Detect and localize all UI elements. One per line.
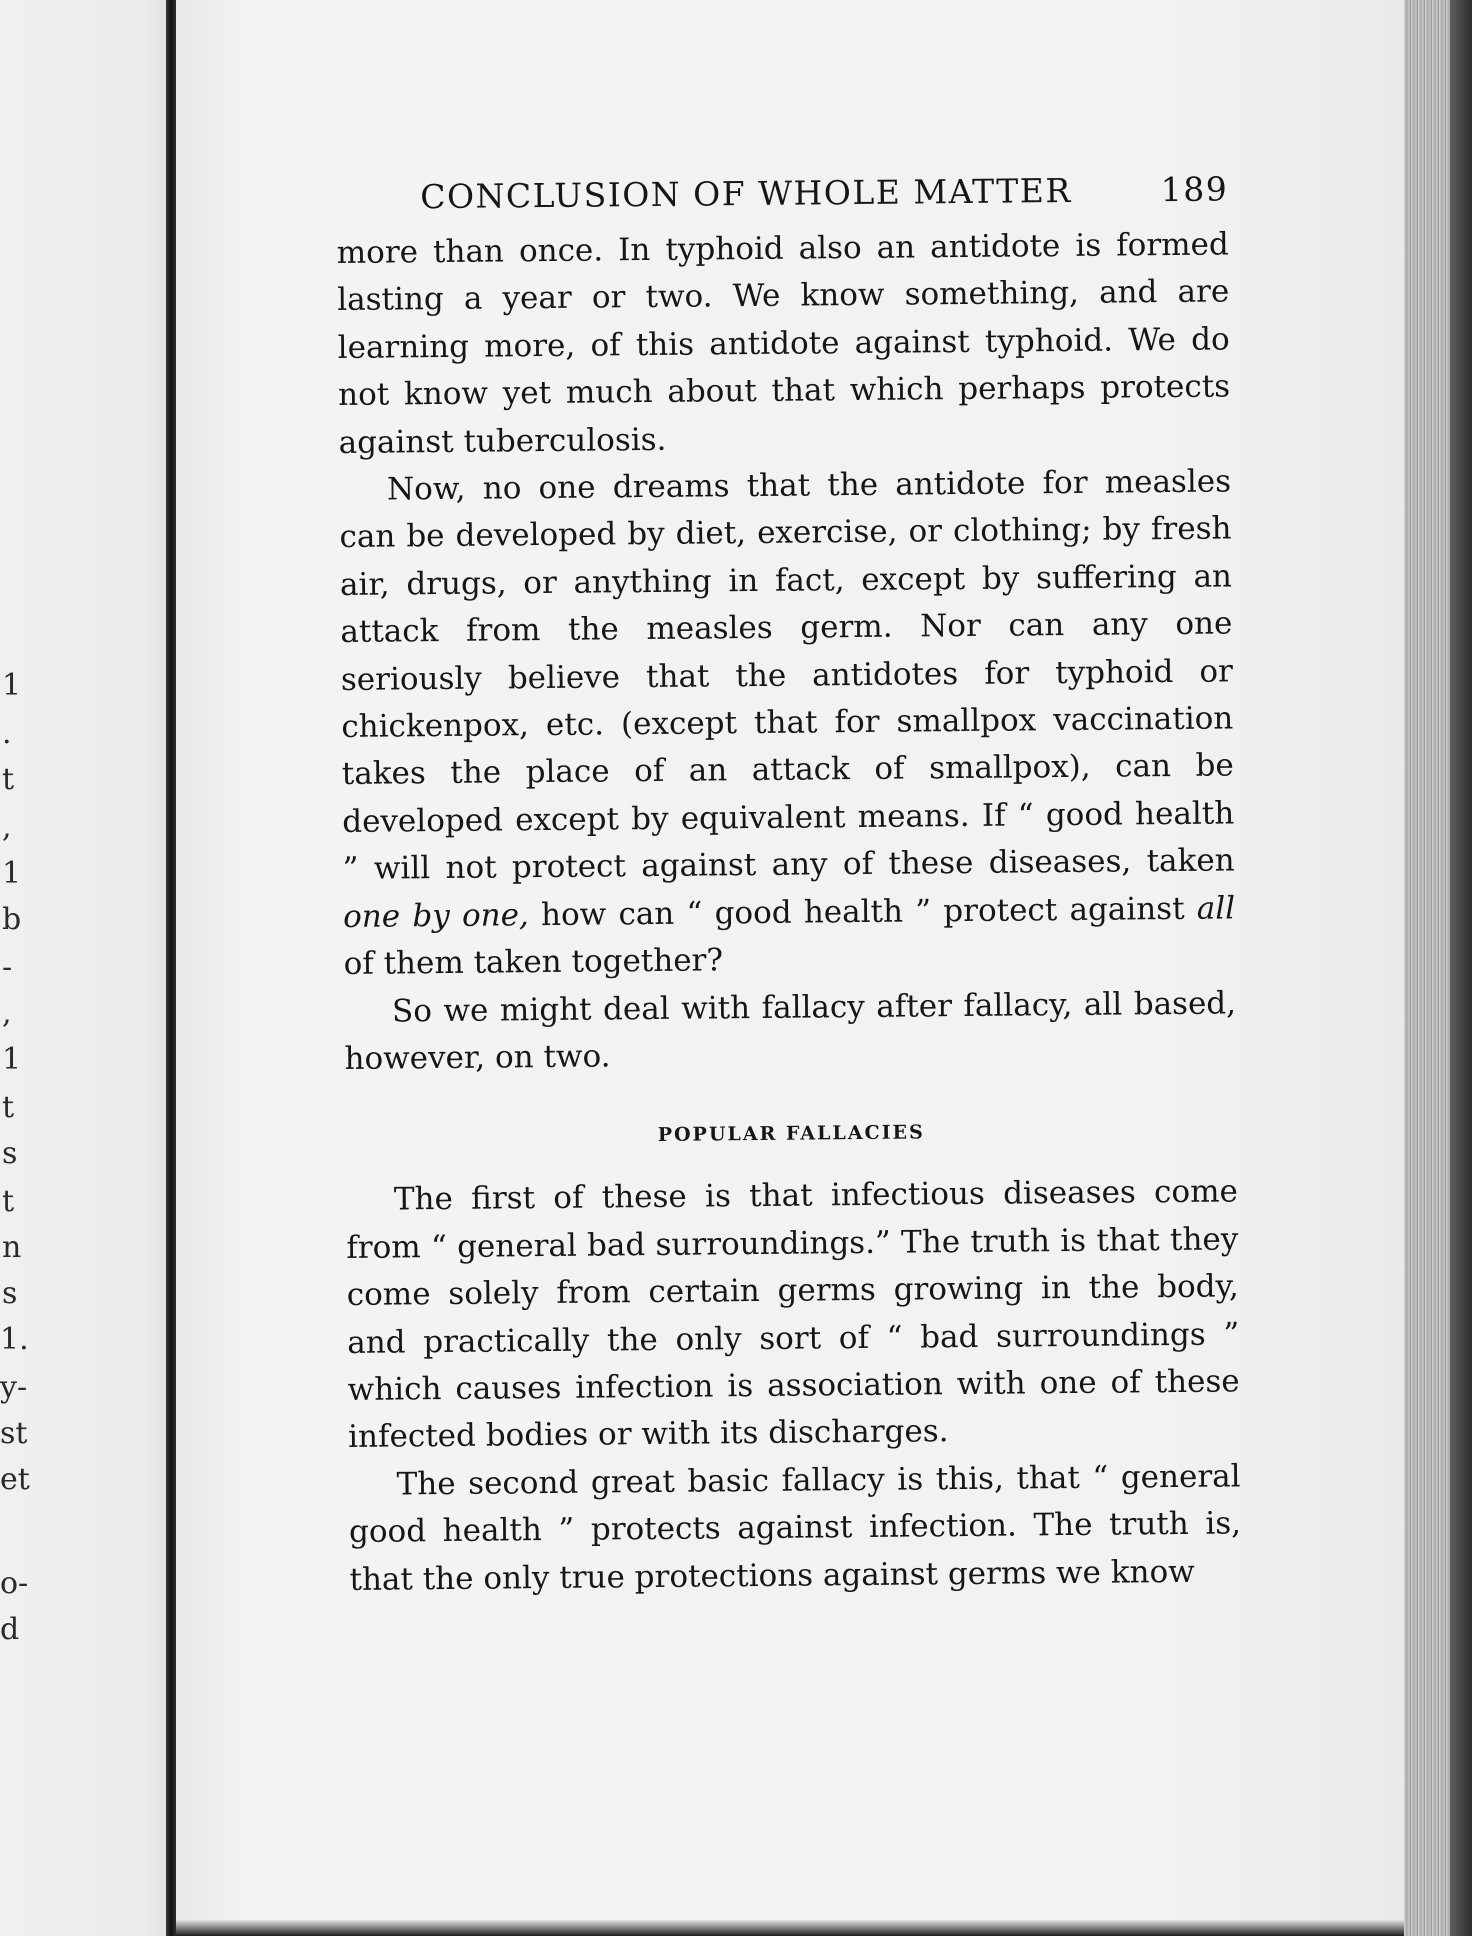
fragment: y- — [0, 1370, 28, 1405]
facing-page-fragments — [0, 0, 166, 1936]
fragment: et — [0, 1462, 30, 1497]
fragment: , — [2, 810, 12, 845]
paragraph: The first of these is that infectious diseases come from “ general bad surroundings.” The truth is that they come solely from certain germs growing in the body, and practically the only sort of “ bad surroundings ” which causes infection is association with one of these infected bodies or with its discharges. — [346, 1173, 1240, 1456]
paragraph-text: Now, no one dreams that the antidote for measles can be developed by diet, exercise, or clothing; by fresh air, drugs, or anything in fact, except by suffering an attack from the measles germ. Nor can any one seriously believe that the antidotes for typhoid or chickenpox, etc. (except that for smallpox vaccination takes the place of an attack of smallpox), can be developed except by equivalent means. If “ good health ” will not protect against any of these diseases, taken — [339, 463, 1235, 888]
running-head — [420, 161, 1229, 229]
fragment: s — [2, 1276, 18, 1311]
paragraph — [339, 458, 1236, 988]
fragment: st — [0, 1416, 28, 1451]
fragment: - — [2, 950, 13, 985]
fragment: b — [2, 902, 22, 937]
fragment: 1 — [2, 1042, 22, 1077]
facing-page — [0, 0, 168, 1936]
paragraph: more than once. In typhoid also an antidote is formed lasting a year or two. We know something, and are learning more, of this antidote against typhoid. We do not know yet much about that which perhaps protects against tuberculosis. — [336, 226, 1231, 461]
emphasis: all — [1196, 890, 1236, 927]
fragment: 1 — [2, 856, 22, 891]
fragment: s — [2, 1136, 18, 1171]
fragment: , — [2, 996, 12, 1031]
page-edges — [1404, 0, 1472, 1936]
paragraph-text: of them taken together? — [343, 942, 724, 983]
paragraph: The second great basic fallacy is this, that “ general good health ” protects against infection. The truth is, that the only true protections against germs we know — [348, 1458, 1242, 1598]
section-heading: POPULAR FALLACIES — [657, 1121, 925, 1147]
running-title: CONCLUSION OF WHOLE MATTER — [420, 170, 1072, 217]
fragment: n — [2, 1230, 22, 1265]
book-gutter — [166, 0, 176, 1936]
fragment: t — [2, 1184, 15, 1219]
emphasis: one by one, — [342, 896, 529, 935]
fragment: . — [2, 716, 12, 751]
page-number: 189 — [1160, 169, 1229, 210]
fragment: 1. — [0, 1322, 29, 1357]
paragraph: So we might deal with fallacy after fallacy, all based, however, on two. — [344, 984, 1237, 1077]
paragraph-text: how can “ good health ” protect against — [528, 890, 1197, 933]
fragment: d — [0, 1612, 20, 1647]
fragment: 1 — [2, 668, 22, 703]
page-text — [336, 161, 1242, 1603]
fragment: t — [2, 762, 15, 797]
fragment: o- — [0, 1566, 29, 1601]
fragment: t — [2, 1090, 15, 1125]
bottom-shadow — [176, 1920, 1404, 1936]
